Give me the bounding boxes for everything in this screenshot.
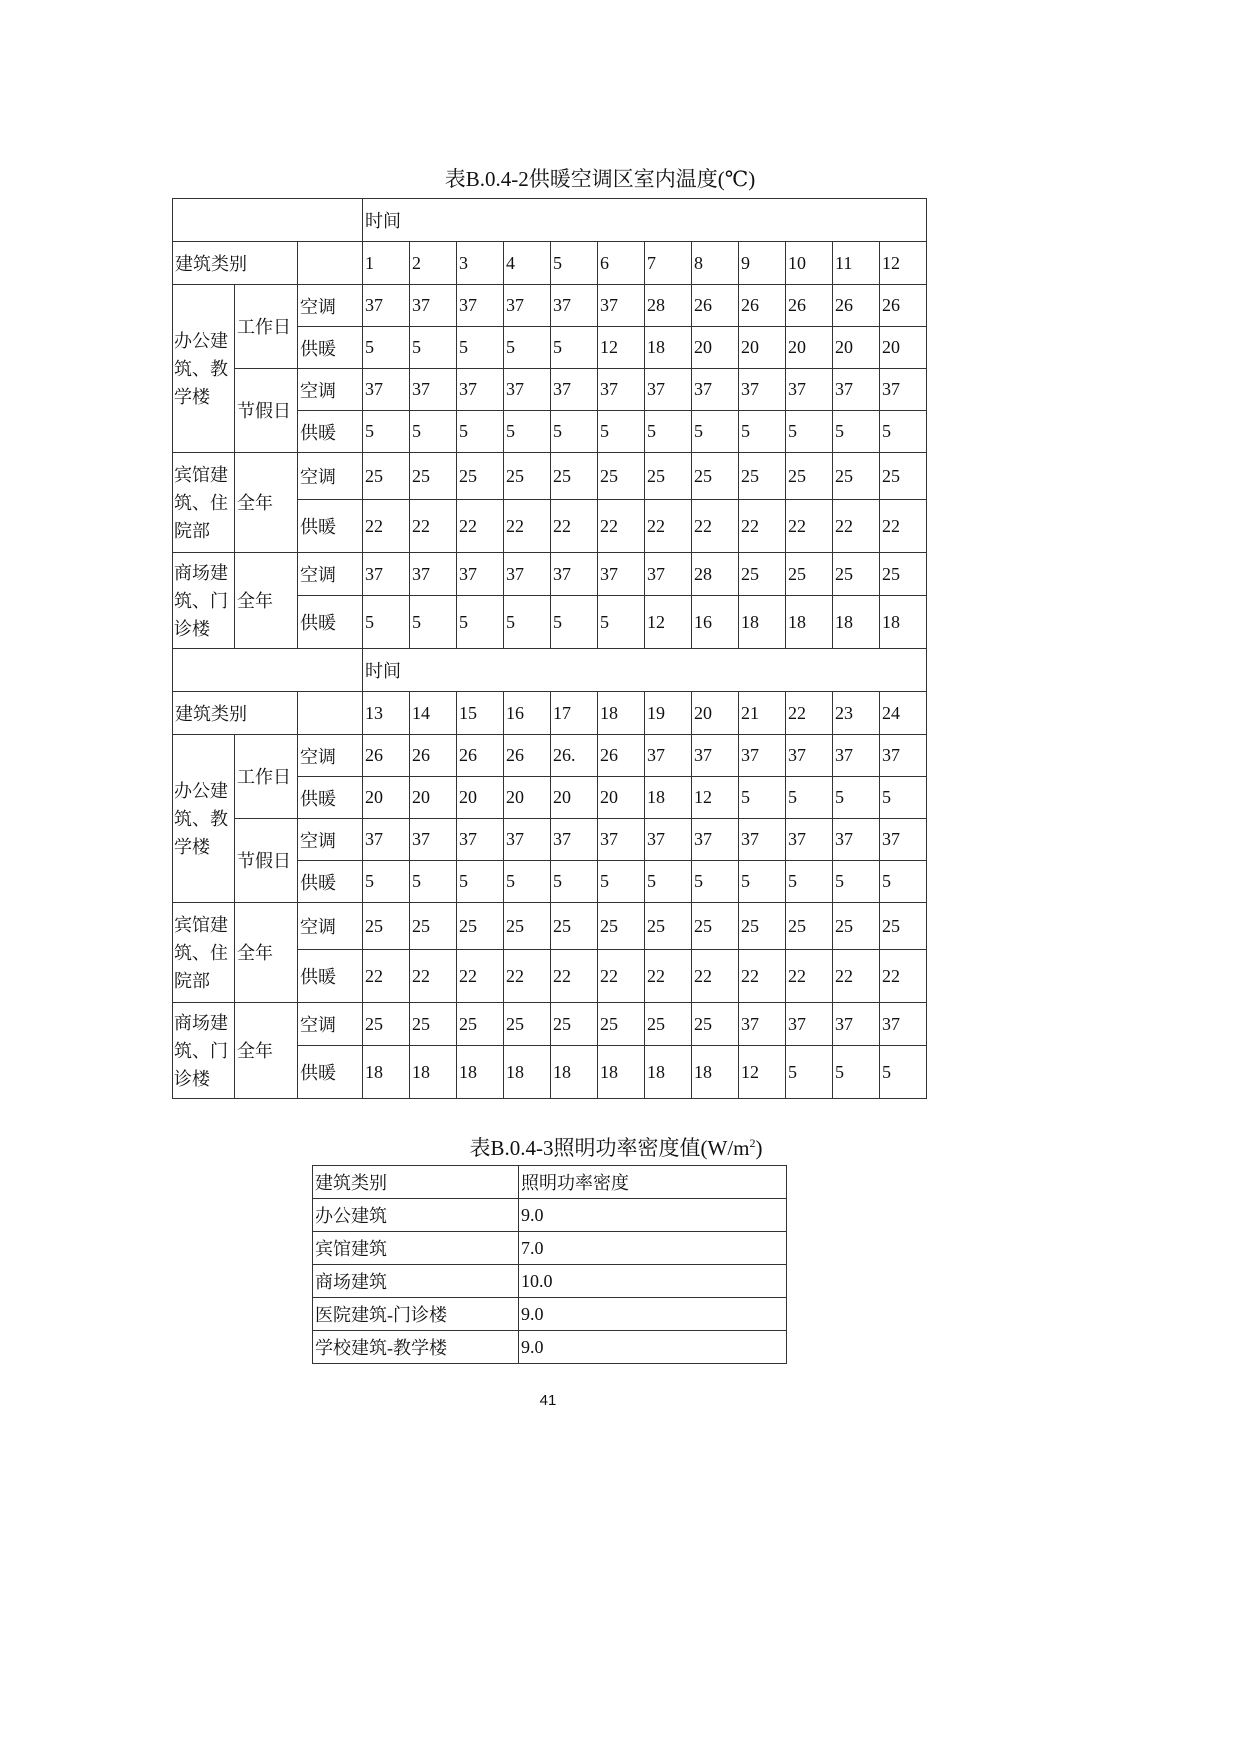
hour-header: 17 bbox=[551, 692, 598, 735]
temperature-value: 22 bbox=[410, 500, 457, 553]
table-row bbox=[173, 903, 927, 950]
temperature-value: 5 bbox=[410, 327, 457, 369]
temperature-value: 20 bbox=[410, 777, 457, 819]
hour-header: 2 bbox=[410, 242, 457, 285]
temperature-value: 37 bbox=[645, 553, 692, 596]
temperature-value: 5 bbox=[457, 596, 504, 649]
temperature-value: 20 bbox=[598, 777, 645, 819]
temperature-value: 18 bbox=[504, 1046, 551, 1099]
indoor-temperature-table bbox=[172, 198, 927, 1099]
temperature-value: 25 bbox=[551, 1003, 598, 1046]
temperature-value: 5 bbox=[551, 861, 598, 903]
temperature-value: 25 bbox=[410, 1003, 457, 1046]
building-type-cell: 商场建筑 bbox=[313, 1265, 519, 1298]
building-type-cell: 办公建筑、教学楼 bbox=[173, 735, 235, 903]
temperature-value: 37 bbox=[551, 819, 598, 861]
temperature-value: 5 bbox=[692, 411, 739, 453]
temperature-value: 25 bbox=[833, 453, 880, 500]
temperature-value: 5 bbox=[363, 327, 410, 369]
mode-cell: 供暖 bbox=[298, 500, 363, 553]
table2-title-superscript: 2 bbox=[749, 1136, 756, 1150]
hour-header: 5 bbox=[551, 242, 598, 285]
temperature-value: 37 bbox=[786, 735, 833, 777]
temperature-value: 25 bbox=[410, 453, 457, 500]
time-header-row bbox=[173, 199, 927, 242]
empty-cell bbox=[298, 242, 363, 285]
temperature-value: 5 bbox=[645, 861, 692, 903]
temperature-value: 25 bbox=[551, 453, 598, 500]
temperature-value: 5 bbox=[880, 1046, 927, 1099]
hour-header: 23 bbox=[833, 692, 880, 735]
temperature-value: 37 bbox=[880, 369, 927, 411]
temperature-value: 22 bbox=[457, 950, 504, 1003]
temperature-value: 5 bbox=[363, 596, 410, 649]
temperature-value: 12 bbox=[692, 777, 739, 819]
temperature-value: 37 bbox=[457, 819, 504, 861]
temperature-value: 18 bbox=[457, 1046, 504, 1099]
temperature-value: 37 bbox=[739, 819, 786, 861]
temperature-value: 37 bbox=[739, 735, 786, 777]
temperature-value: 25 bbox=[363, 903, 410, 950]
temperature-value: 37 bbox=[880, 1003, 927, 1046]
temperature-value: 12 bbox=[598, 327, 645, 369]
hour-header: 14 bbox=[410, 692, 457, 735]
lighting-density-value: 9.0 bbox=[519, 1331, 787, 1364]
temperature-value: 22 bbox=[739, 500, 786, 553]
temperature-value: 22 bbox=[880, 950, 927, 1003]
temperature-value: 18 bbox=[786, 596, 833, 649]
temperature-value: 22 bbox=[880, 500, 927, 553]
temperature-value: 5 bbox=[457, 411, 504, 453]
temperature-value: 5 bbox=[645, 411, 692, 453]
temperature-value: 22 bbox=[739, 950, 786, 1003]
temperature-value: 5 bbox=[692, 861, 739, 903]
temperature-value: 25 bbox=[833, 903, 880, 950]
temperature-value: 18 bbox=[692, 1046, 739, 1099]
temperature-value: 37 bbox=[410, 819, 457, 861]
building-type-cell: 学校建筑-教学楼 bbox=[313, 1331, 519, 1364]
temperature-value: 37 bbox=[551, 285, 598, 327]
time-label: 时间 bbox=[363, 199, 927, 242]
period-cell: 节假日 bbox=[235, 819, 298, 903]
period-cell: 工作日 bbox=[235, 285, 298, 369]
temperature-value: 25 bbox=[786, 453, 833, 500]
temperature-value: 5 bbox=[410, 411, 457, 453]
temperature-value: 5 bbox=[880, 861, 927, 903]
temperature-value: 5 bbox=[504, 327, 551, 369]
temperature-value: 22 bbox=[551, 950, 598, 1003]
hour-header: 4 bbox=[504, 242, 551, 285]
building-type-cell: 医院建筑-门诊楼 bbox=[313, 1298, 519, 1331]
temperature-value: 5 bbox=[598, 411, 645, 453]
temperature-value: 25 bbox=[692, 1003, 739, 1046]
time-header-row bbox=[173, 649, 927, 692]
temperature-value: 37 bbox=[457, 369, 504, 411]
mode-cell: 供暖 bbox=[298, 777, 363, 819]
time-label: 时间 bbox=[363, 649, 927, 692]
temperature-value: 5 bbox=[786, 777, 833, 819]
hour-header: 15 bbox=[457, 692, 504, 735]
temperature-value: 37 bbox=[410, 285, 457, 327]
temperature-value: 18 bbox=[645, 777, 692, 819]
mode-cell: 供暖 bbox=[298, 861, 363, 903]
temperature-value: 5 bbox=[786, 861, 833, 903]
temperature-value: 37 bbox=[598, 285, 645, 327]
hour-header-row bbox=[173, 242, 927, 285]
temperature-value: 20 bbox=[739, 327, 786, 369]
temperature-value: 5 bbox=[410, 861, 457, 903]
hour-header: 19 bbox=[645, 692, 692, 735]
temperature-value: 25 bbox=[645, 453, 692, 500]
temperature-value: 25 bbox=[880, 453, 927, 500]
temperature-value: 22 bbox=[833, 950, 880, 1003]
temperature-value: 12 bbox=[739, 1046, 786, 1099]
temperature-value: 25 bbox=[457, 903, 504, 950]
temperature-value: 37 bbox=[786, 369, 833, 411]
mode-cell: 空调 bbox=[298, 903, 363, 950]
table-row bbox=[173, 285, 927, 327]
hour-header: 6 bbox=[598, 242, 645, 285]
hour-header: 8 bbox=[692, 242, 739, 285]
period-cell: 全年 bbox=[235, 453, 298, 553]
temperature-value: 37 bbox=[739, 369, 786, 411]
temperature-value: 5 bbox=[880, 411, 927, 453]
temperature-value: 25 bbox=[645, 1003, 692, 1046]
page-number: 41 bbox=[539, 1392, 557, 1409]
temperature-value: 37 bbox=[598, 553, 645, 596]
table-row bbox=[173, 453, 927, 500]
lighting-density-value: 9.0 bbox=[519, 1298, 787, 1331]
temperature-value: 5 bbox=[598, 861, 645, 903]
hour-header: 11 bbox=[833, 242, 880, 285]
mode-cell: 供暖 bbox=[298, 950, 363, 1003]
temperature-value: 25 bbox=[457, 1003, 504, 1046]
temperature-value: 26 bbox=[692, 285, 739, 327]
temperature-value: 37 bbox=[363, 819, 410, 861]
temperature-value: 37 bbox=[457, 553, 504, 596]
temperature-value: 37 bbox=[645, 369, 692, 411]
temperature-value: 37 bbox=[645, 735, 692, 777]
temperature-value: 22 bbox=[598, 500, 645, 553]
temperature-value: 25 bbox=[504, 1003, 551, 1046]
temperature-value: 5 bbox=[880, 777, 927, 819]
temperature-value: 22 bbox=[786, 500, 833, 553]
mode-cell: 供暖 bbox=[298, 1046, 363, 1099]
temperature-value: 26 bbox=[410, 735, 457, 777]
temperature-value: 25 bbox=[504, 453, 551, 500]
temperature-value: 5 bbox=[551, 411, 598, 453]
temperature-value: 37 bbox=[504, 553, 551, 596]
temperature-value: 26 bbox=[363, 735, 410, 777]
period-cell: 工作日 bbox=[235, 735, 298, 819]
temperature-value: 20 bbox=[551, 777, 598, 819]
temperature-value: 28 bbox=[645, 285, 692, 327]
mode-cell: 空调 bbox=[298, 553, 363, 596]
temperature-value: 25 bbox=[786, 903, 833, 950]
column-header: 建筑类别 bbox=[313, 1166, 519, 1199]
table2-title-text: 表B.0.4-3照明功率密度值(W/m bbox=[469, 1136, 750, 1160]
hour-header: 21 bbox=[739, 692, 786, 735]
temperature-value: 25 bbox=[457, 453, 504, 500]
period-cell: 全年 bbox=[235, 1003, 298, 1099]
lighting-power-density-table bbox=[312, 1165, 787, 1364]
temperature-value: 37 bbox=[598, 369, 645, 411]
table-row bbox=[313, 1232, 787, 1265]
hour-header: 16 bbox=[504, 692, 551, 735]
temperature-value: 25 bbox=[504, 903, 551, 950]
temperature-value: 25 bbox=[739, 903, 786, 950]
temperature-value: 25 bbox=[598, 903, 645, 950]
mode-cell: 空调 bbox=[298, 1003, 363, 1046]
temperature-value: 5 bbox=[833, 1046, 880, 1099]
temperature-value: 25 bbox=[833, 553, 880, 596]
temperature-value: 5 bbox=[410, 596, 457, 649]
lighting-density-value: 9.0 bbox=[519, 1199, 787, 1232]
temperature-value: 37 bbox=[645, 819, 692, 861]
table-row bbox=[173, 1003, 927, 1046]
hour-header: 7 bbox=[645, 242, 692, 285]
temperature-value: 5 bbox=[833, 861, 880, 903]
period-cell: 节假日 bbox=[235, 369, 298, 453]
temperature-value: 37 bbox=[363, 285, 410, 327]
temperature-value: 37 bbox=[692, 369, 739, 411]
hour-header: 10 bbox=[786, 242, 833, 285]
building-type-cell: 宾馆建筑 bbox=[313, 1232, 519, 1265]
hour-header: 3 bbox=[457, 242, 504, 285]
building-type-cell: 办公建筑 bbox=[313, 1199, 519, 1232]
temperature-value: 20 bbox=[880, 327, 927, 369]
building-type-cell: 宾馆建筑、住院部 bbox=[173, 903, 235, 1003]
temperature-value: 37 bbox=[598, 819, 645, 861]
temperature-value: 25 bbox=[880, 553, 927, 596]
temperature-value: 5 bbox=[504, 861, 551, 903]
table-row bbox=[313, 1331, 787, 1364]
hour-header: 13 bbox=[363, 692, 410, 735]
temperature-value: 22 bbox=[504, 500, 551, 553]
temperature-value: 5 bbox=[457, 861, 504, 903]
empty-header-cell bbox=[173, 649, 363, 692]
lighting-density-value: 7.0 bbox=[519, 1232, 787, 1265]
temperature-value: 5 bbox=[739, 411, 786, 453]
temperature-value: 20 bbox=[457, 777, 504, 819]
temperature-value: 5 bbox=[551, 596, 598, 649]
building-type-cell: 办公建筑、教学楼 bbox=[173, 285, 235, 453]
temperature-value: 37 bbox=[692, 735, 739, 777]
temperature-value: 37 bbox=[786, 1003, 833, 1046]
temperature-value: 5 bbox=[504, 411, 551, 453]
temperature-value: 37 bbox=[833, 819, 880, 861]
temperature-value: 18 bbox=[833, 596, 880, 649]
temperature-value: 22 bbox=[504, 950, 551, 1003]
temperature-value: 37 bbox=[833, 1003, 880, 1046]
temperature-value: 28 bbox=[692, 553, 739, 596]
table2-title bbox=[0, 1135, 1236, 1161]
hour-header: 24 bbox=[880, 692, 927, 735]
temperature-value: 37 bbox=[833, 369, 880, 411]
mode-cell: 供暖 bbox=[298, 596, 363, 649]
lighting-density-value: 10.0 bbox=[519, 1265, 787, 1298]
temperature-value: 22 bbox=[692, 500, 739, 553]
temperature-value: 18 bbox=[645, 327, 692, 369]
temperature-value: 26 bbox=[739, 285, 786, 327]
temperature-value: 5 bbox=[363, 411, 410, 453]
temperature-value: 37 bbox=[363, 553, 410, 596]
temperature-value: 37 bbox=[880, 735, 927, 777]
hour-header: 9 bbox=[739, 242, 786, 285]
temperature-value: 25 bbox=[598, 1003, 645, 1046]
temperature-value: 25 bbox=[410, 903, 457, 950]
temperature-value: 37 bbox=[551, 369, 598, 411]
temperature-value: 25 bbox=[551, 903, 598, 950]
temperature-value: 12 bbox=[645, 596, 692, 649]
temperature-value: 22 bbox=[645, 500, 692, 553]
mode-cell: 空调 bbox=[298, 453, 363, 500]
building-type-cell: 商场建筑、门诊楼 bbox=[173, 553, 235, 649]
table-row bbox=[173, 553, 927, 596]
hour-header: 22 bbox=[786, 692, 833, 735]
table-row bbox=[173, 819, 927, 861]
table-row bbox=[313, 1265, 787, 1298]
temperature-value: 5 bbox=[598, 596, 645, 649]
temperature-value: 37 bbox=[692, 819, 739, 861]
mode-cell: 空调 bbox=[298, 819, 363, 861]
temperature-value: 20 bbox=[786, 327, 833, 369]
temperature-value: 22 bbox=[598, 950, 645, 1003]
hour-header: 1 bbox=[363, 242, 410, 285]
empty-cell bbox=[298, 692, 363, 735]
temperature-value: 22 bbox=[645, 950, 692, 1003]
mode-cell: 空调 bbox=[298, 369, 363, 411]
temperature-value: 37 bbox=[363, 369, 410, 411]
temperature-value: 25 bbox=[645, 903, 692, 950]
temperature-value: 26 bbox=[457, 735, 504, 777]
temperature-value: 26 bbox=[504, 735, 551, 777]
temperature-value: 37 bbox=[504, 285, 551, 327]
temperature-value: 22 bbox=[363, 950, 410, 1003]
temperature-value: 37 bbox=[504, 819, 551, 861]
temperature-value: 20 bbox=[504, 777, 551, 819]
temperature-value: 18 bbox=[410, 1046, 457, 1099]
temperature-value: 20 bbox=[833, 327, 880, 369]
temperature-value: 22 bbox=[410, 950, 457, 1003]
table2-title-end: ) bbox=[755, 1136, 763, 1160]
mode-cell: 空调 bbox=[298, 735, 363, 777]
temperature-value: 22 bbox=[551, 500, 598, 553]
temperature-value: 25 bbox=[363, 1003, 410, 1046]
temperature-value: 37 bbox=[504, 369, 551, 411]
hour-header: 18 bbox=[598, 692, 645, 735]
temperature-value: 22 bbox=[692, 950, 739, 1003]
temperature-value: 25 bbox=[692, 903, 739, 950]
temperature-value: 37 bbox=[410, 553, 457, 596]
empty-header-cell bbox=[173, 199, 363, 242]
temperature-value: 25 bbox=[786, 553, 833, 596]
temperature-value: 25 bbox=[880, 903, 927, 950]
temperature-value: 25 bbox=[692, 453, 739, 500]
temperature-value: 5 bbox=[457, 327, 504, 369]
temperature-value: 37 bbox=[739, 1003, 786, 1046]
temperature-value: 20 bbox=[363, 777, 410, 819]
table-row bbox=[173, 369, 927, 411]
hour-header: 12 bbox=[880, 242, 927, 285]
temperature-value: 5 bbox=[833, 777, 880, 819]
temperature-value: 5 bbox=[786, 411, 833, 453]
temperature-value: 25 bbox=[598, 453, 645, 500]
mode-cell: 空调 bbox=[298, 285, 363, 327]
temperature-value: 22 bbox=[786, 950, 833, 1003]
category-label: 建筑类别 bbox=[173, 242, 298, 285]
temperature-value: 22 bbox=[363, 500, 410, 553]
temperature-value: 37 bbox=[833, 735, 880, 777]
temperature-value: 16 bbox=[692, 596, 739, 649]
temperature-value: 26 bbox=[598, 735, 645, 777]
mode-cell: 供暖 bbox=[298, 327, 363, 369]
temperature-value: 37 bbox=[457, 285, 504, 327]
hour-header: 20 bbox=[692, 692, 739, 735]
temperature-value: 18 bbox=[598, 1046, 645, 1099]
temperature-value: 18 bbox=[739, 596, 786, 649]
temperature-value: 5 bbox=[739, 777, 786, 819]
period-cell: 全年 bbox=[235, 903, 298, 1003]
temperature-value: 26 bbox=[880, 285, 927, 327]
temperature-value: 26 bbox=[833, 285, 880, 327]
temperature-value: 5 bbox=[739, 861, 786, 903]
table-row bbox=[313, 1298, 787, 1331]
building-type-cell: 宾馆建筑、住院部 bbox=[173, 453, 235, 553]
period-cell: 全年 bbox=[235, 553, 298, 649]
temperature-value: 37 bbox=[880, 819, 927, 861]
temperature-value: 26. bbox=[551, 735, 598, 777]
temperature-value: 22 bbox=[457, 500, 504, 553]
table-row bbox=[173, 735, 927, 777]
table1-title: 表B.0.4-2供暖空调区室内温度(℃) bbox=[444, 167, 756, 191]
temperature-value: 18 bbox=[363, 1046, 410, 1099]
temperature-value: 37 bbox=[786, 819, 833, 861]
temperature-value: 5 bbox=[363, 861, 410, 903]
building-type-cell: 商场建筑、门诊楼 bbox=[173, 1003, 235, 1099]
temperature-value: 20 bbox=[692, 327, 739, 369]
temperature-value: 25 bbox=[739, 553, 786, 596]
temperature-value: 5 bbox=[551, 327, 598, 369]
temperature-value: 37 bbox=[551, 553, 598, 596]
temperature-value: 18 bbox=[880, 596, 927, 649]
temperature-value: 18 bbox=[645, 1046, 692, 1099]
temperature-value: 5 bbox=[786, 1046, 833, 1099]
temperature-value: 37 bbox=[410, 369, 457, 411]
table-row bbox=[313, 1199, 787, 1232]
temperature-value: 18 bbox=[551, 1046, 598, 1099]
temperature-value: 26 bbox=[786, 285, 833, 327]
temperature-value: 5 bbox=[504, 596, 551, 649]
temperature-value: 25 bbox=[739, 453, 786, 500]
hour-header-row bbox=[173, 692, 927, 735]
temperature-value: 5 bbox=[833, 411, 880, 453]
category-label: 建筑类别 bbox=[173, 692, 298, 735]
column-header: 照明功率密度 bbox=[519, 1166, 787, 1199]
temperature-value: 25 bbox=[363, 453, 410, 500]
temperature-value: 22 bbox=[833, 500, 880, 553]
mode-cell: 供暖 bbox=[298, 411, 363, 453]
header-row bbox=[313, 1166, 787, 1199]
